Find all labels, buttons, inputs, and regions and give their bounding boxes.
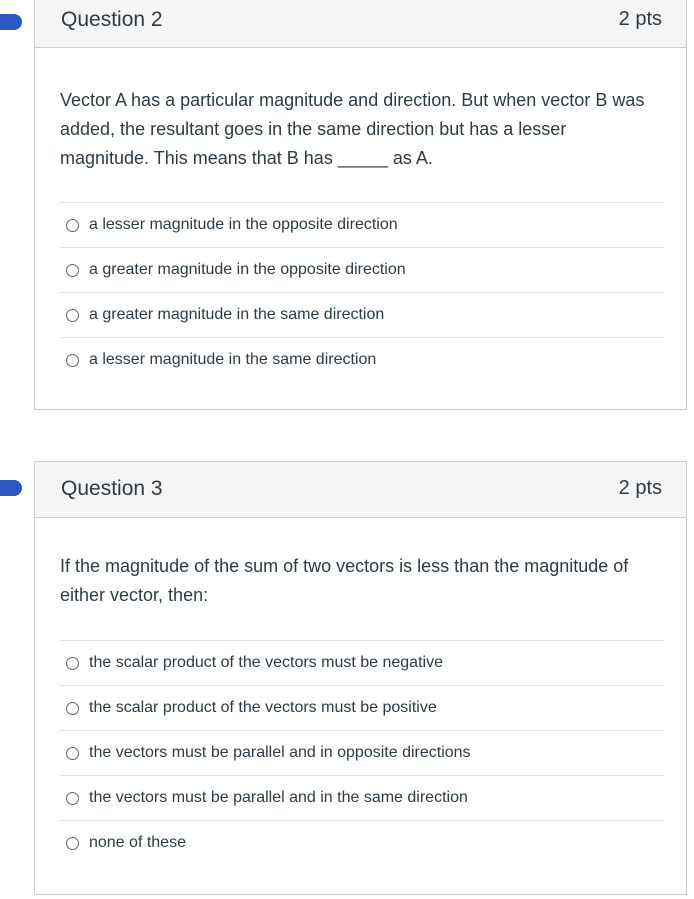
question-2-points: 2 pts	[618, 8, 662, 30]
question-3-header	[35, 462, 686, 518]
answer-label: none of these	[89, 834, 186, 851]
question-2-header	[35, 0, 686, 48]
question-2-title: Question 2	[61, 8, 163, 31]
answer-label: the vectors must be parallel and in the same direction	[89, 789, 468, 806]
question-2-answers	[60, 202, 664, 382]
answer-option[interactable]	[60, 247, 664, 292]
radio-button[interactable]	[66, 747, 79, 760]
answer-label: a greater magnitude in the opposite direction	[89, 261, 406, 278]
answer-option[interactable]	[60, 640, 664, 685]
answer-label: the vectors must be parallel and in opposite directions	[89, 744, 471, 761]
answer-option[interactable]	[60, 337, 664, 382]
question-2-flag-icon[interactable]	[0, 14, 22, 30]
answer-option[interactable]	[60, 685, 664, 730]
answer-label: a lesser magnitude in the opposite direction	[89, 216, 398, 233]
answer-option[interactable]	[60, 820, 664, 865]
answer-label: the scalar product of the vectors must be negative	[89, 654, 443, 671]
question-3-title: Question 3	[61, 477, 163, 500]
radio-button[interactable]	[66, 657, 79, 670]
answer-option[interactable]	[60, 202, 664, 247]
radio-button[interactable]	[66, 837, 79, 850]
question-2-text: Vector A has a particular magnitude and direction. But when vector B was added, the resultant goes in the same direction but has a lesser magnitude. This means that B has _____ as A.	[60, 90, 645, 168]
question-3-text: If the magnitude of the sum of two vectors is less than the magnitude of either vector, then:	[60, 556, 629, 605]
radio-button[interactable]	[66, 792, 79, 805]
question-3-answers	[60, 640, 664, 865]
answer-option[interactable]	[60, 730, 664, 775]
radio-button[interactable]	[66, 702, 79, 715]
answer-label: a greater magnitude in the same direction	[89, 306, 385, 323]
question-3-points: 2 pts	[618, 477, 662, 499]
radio-button[interactable]	[66, 264, 79, 277]
radio-button[interactable]	[66, 354, 79, 367]
answer-label: a lesser magnitude in the same direction	[89, 351, 377, 368]
question-3-flag-icon[interactable]	[0, 480, 22, 496]
radio-button[interactable]	[66, 219, 79, 232]
radio-button[interactable]	[66, 309, 79, 322]
answer-label: the scalar product of the vectors must be positive	[89, 699, 437, 716]
answer-option[interactable]	[60, 292, 664, 337]
answer-option[interactable]	[60, 775, 664, 820]
